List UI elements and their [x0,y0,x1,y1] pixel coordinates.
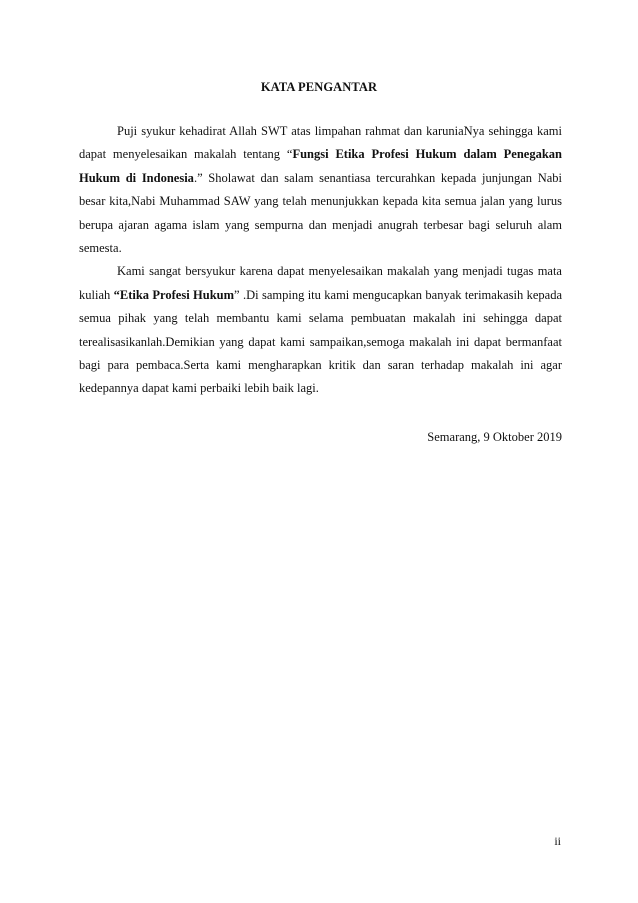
paragraph-1-text-after: .” Sholawat dan salam senantiasa tercurahkan kepada junjungan Nabi besar kita,Nabi Muhammad SAW yang telah menunjukkan kepada kita semua jalan yang lurus berupa ajaran agama islam yang sempurna dan menjadi anugrah terbesar bagi seluruh alam semesta. [79,170,562,256]
paragraph-2-bold-course: “Etika Profesi Hukum [113,287,235,302]
paragraph-1-text-before: Puji syukur kehadirat Allah SWT atas limpahan rahmat dan karuniaNya sehingga kami dapat menyelesaikan makalah tentang “ [79,124,562,162]
page-title: KATA PENGANTAR [260,80,378,94]
place-date: Semarang, 9 Oktober 2019 [427,430,562,444]
page-number: ii [554,834,561,848]
paragraph-1 [79,120,562,260]
paragraph-2-text-after: ” .Di samping itu kami mengucapkan banyak terimakasih kepada semua pihak yang telah membantu kami selama pembuatan makalah ini sehingga dapat terealisasikanlah.Demikian yang dapat kami sampaikan,semoga makalah ini dapat bermanfaat bagi para pembaca.Serta kami mengharapkan kritik dan saran terhadap makalah ini agar kedepannya dapat kami perbaiki lebih baik lagi. [79,287,562,396]
paragraph-1-bold-title: Fungsi Etika Profesi Hukum dalam Penegakan Hukum di Indonesia [79,147,562,185]
paragraph-2-text-before: Kami sangat bersyukur karena dapat menyelesaikan makalah yang menjadi tugas mata kuliah [79,264,562,302]
body-text [79,120,562,401]
paragraph-2 [79,260,562,400]
